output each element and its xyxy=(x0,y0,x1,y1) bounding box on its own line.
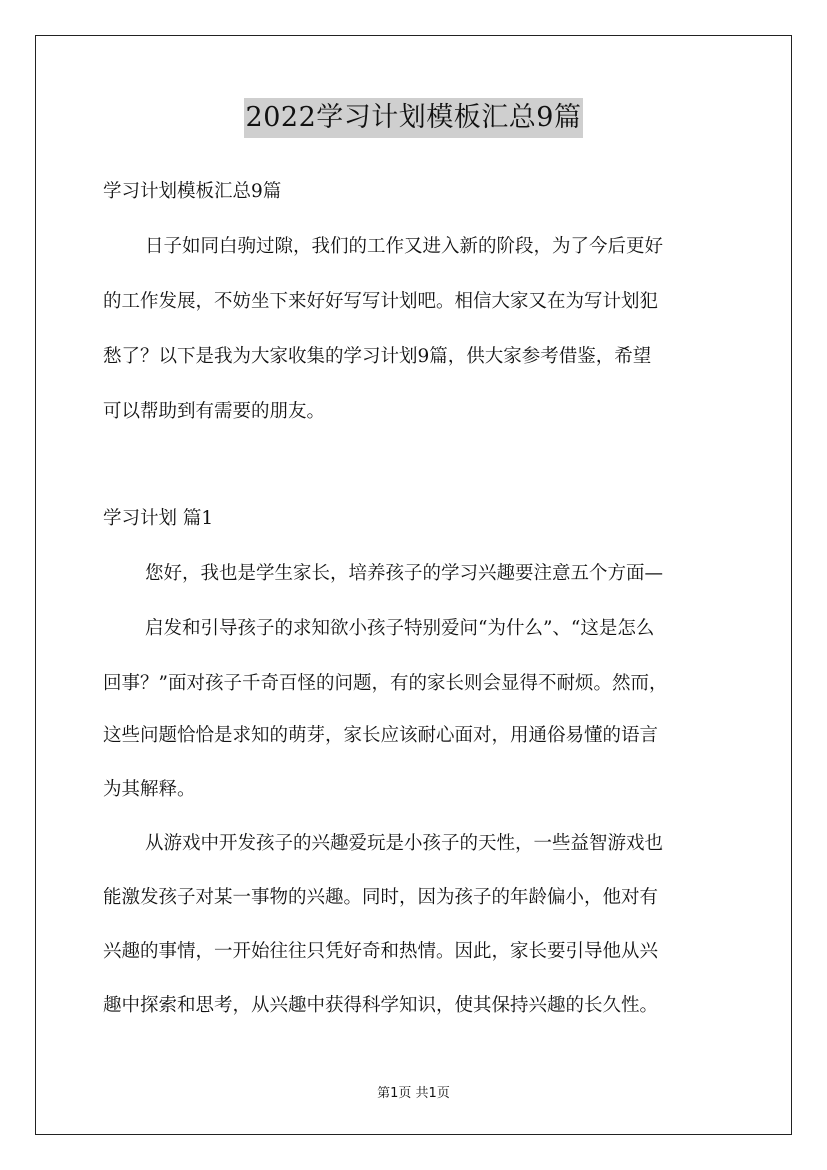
intro-line-3: 愁了？以下是我为大家收集的学习计划9篇，供大家参考借鉴，希望 xyxy=(103,346,652,367)
subtitle: 学习计划模板汇总9篇 xyxy=(103,181,282,202)
section-heading: 学习计划 篇1 xyxy=(103,508,214,529)
intro-line-2: 的工作发展，不妨坐下来好好写写计划吧。相信大家又在为写计划犯 xyxy=(103,291,659,312)
para3-line-4: 趣中探索和思考，从兴趣中获得科学知识，使其保持兴趣的长久性。 xyxy=(103,995,659,1016)
document-title xyxy=(0,98,827,138)
para2-line-2: 回事？”面对孩子千奇百怪的问题，有的家长则会显得不耐烦。然而， xyxy=(103,673,668,694)
para3-line-2: 能激发孩子对某一事物的兴趣。同时，因为孩子的年龄偏小，他对有 xyxy=(103,887,659,908)
para3-line-1: 从游戏中开发孩子的兴趣爱玩是小孩子的天性，一些益智游戏也 xyxy=(145,833,664,854)
para2-line-1: 启发和引导孩子的求知欲小孩子特别爱问“为什么”、“这是怎么 xyxy=(145,618,655,639)
para1-line-1: 您好，我也是学生家长，培养孩子的学习兴趣要注意五个方面— xyxy=(145,563,664,584)
para3-line-3: 兴趣的事情，一开始往往只凭好奇和热情。因此，家长要引导他从兴 xyxy=(103,941,659,962)
intro-line-4: 可以帮助到有需要的朋友。 xyxy=(103,401,326,422)
page-number-footer: 第1页 共1页 xyxy=(377,1086,450,1101)
document-title-text: 2022学习计划模板汇总9篇 xyxy=(244,98,584,138)
para2-line-3: 这些问题恰恰是求知的萌芽，家长应该耐心面对，用通俗易懂的语言 xyxy=(103,725,659,746)
intro-line-1: 日子如同白驹过隙，我们的工作又进入新的阶段，为了今后更好 xyxy=(145,236,664,257)
para2-line-4: 为其解释。 xyxy=(103,779,196,800)
